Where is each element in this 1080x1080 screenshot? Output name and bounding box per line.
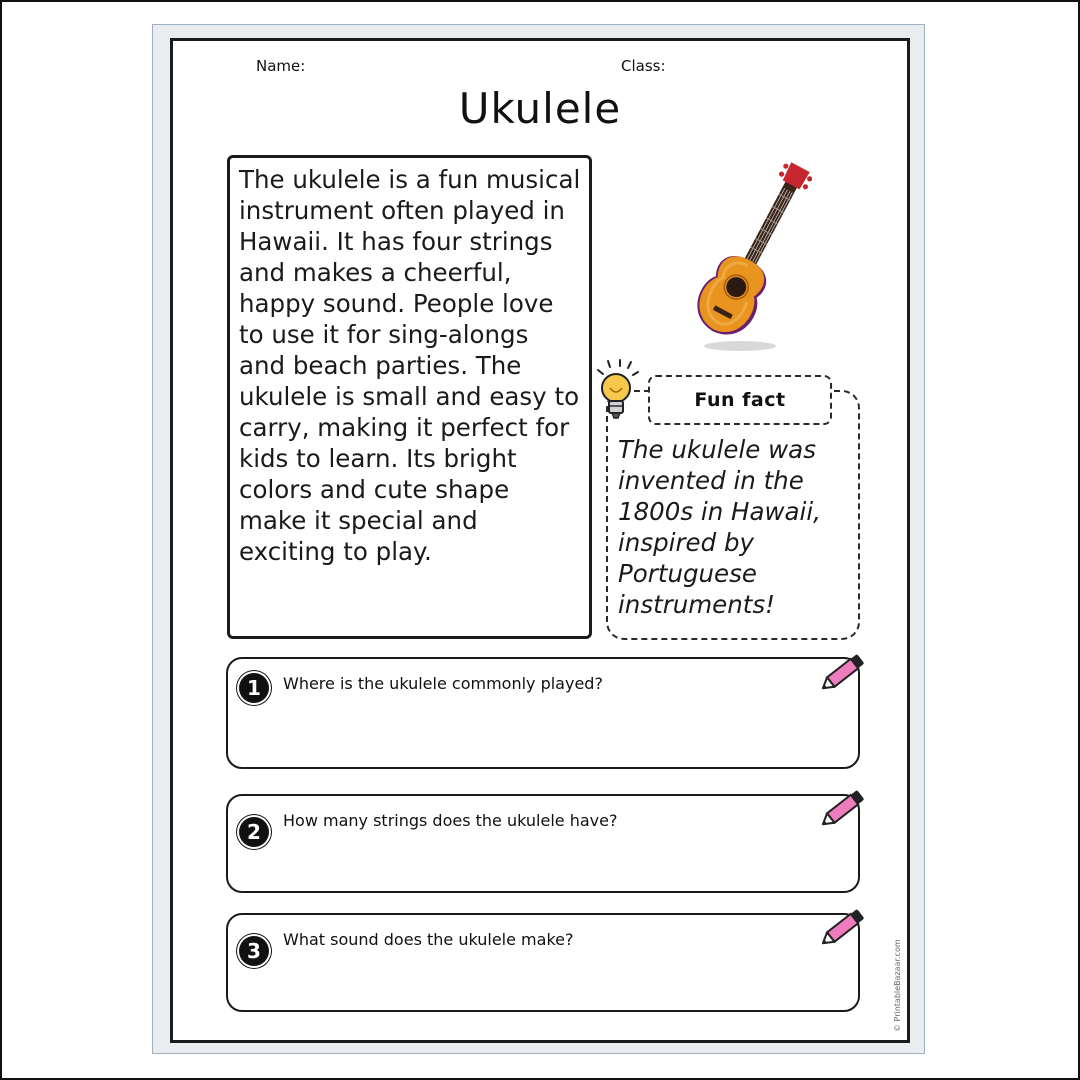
class-label: Class: [621, 57, 666, 75]
fun-fact-text: The ukulele was invented in the 1800s in Hawaii, inspired by Portuguese instruments! [618, 435, 821, 619]
question-2-answer-box[interactable] [226, 794, 860, 893]
pencil-icon [818, 650, 870, 696]
pencil-icon [818, 786, 870, 832]
question-3-text: What sound does the ukulele make? [283, 930, 574, 949]
question-2-number: 2 [239, 817, 269, 847]
reading-passage-text: The ukulele is a fun musical instrument often played in Hawaii. It has four strings and makes a cheerful, happy sound. People love to use it for sing-alongs and beach parties. The ukulele is small and easy to carry, making it perfect for kids to learn. Its bright colors and cute shape make it special and exciting to play. [239, 165, 581, 566]
ukulele-illustration [690, 160, 820, 355]
question-1-text: Where is the ukulele commonly played? [283, 674, 603, 693]
question-3-number: 3 [239, 936, 269, 966]
pencil-icon [818, 905, 870, 951]
question-3-answer-box[interactable] [226, 913, 860, 1012]
name-label: Name: [256, 57, 306, 75]
lightbulb-icon [594, 358, 642, 424]
question-1-number: 1 [239, 673, 269, 703]
fun-fact-label: Fun fact [648, 375, 832, 425]
watermark-text: © PrintableBazaar.com [893, 939, 902, 1032]
reading-passage-box [227, 155, 592, 639]
question-2-text: How many strings does the ukulele have? [283, 811, 618, 830]
page-title: Ukulele [458, 84, 622, 133]
